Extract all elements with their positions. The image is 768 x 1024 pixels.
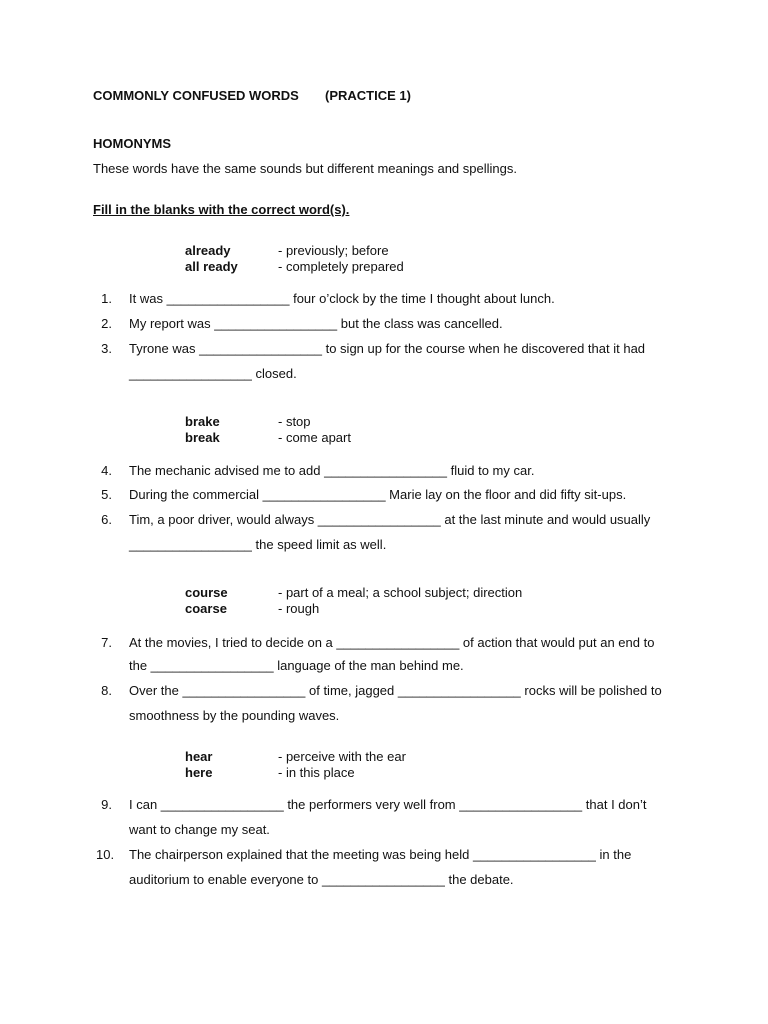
question-number: 3. — [101, 341, 112, 356]
question-text: I can _________________ the performers very well from _________________ that I don’t — [129, 797, 647, 812]
pair-definition: - stop — [278, 414, 311, 429]
pair-definition: - come apart — [278, 430, 351, 445]
practice-label: (PRACTICE 1) — [325, 88, 411, 103]
question-number: 7. — [101, 635, 112, 650]
question-number: 5. — [101, 487, 112, 502]
question-text: It was _________________ four o’clock by the time I thought about lunch. — [129, 291, 555, 306]
question-text: Over the _________________ of time, jagged _________________ rocks will be polished to — [129, 683, 662, 698]
instruction-text: Fill in the blanks with the correct word(s). — [93, 202, 350, 217]
question-number: 1. — [101, 291, 112, 306]
pair-term: break — [185, 430, 220, 445]
question-text-continued: smoothness by the pounding waves. — [129, 708, 340, 723]
pair-term: here — [185, 765, 213, 780]
question-text: The mechanic advised me to add _________________ fluid to my car. — [129, 463, 535, 478]
question-text: During the commercial _________________ Marie lay on the floor and did fifty sit-ups. — [129, 487, 627, 502]
question-text-continued: want to change my seat. — [129, 822, 270, 837]
pair-term: all ready — [185, 259, 238, 274]
question-text-continued: _________________ the speed limit as well. — [129, 537, 387, 552]
question-text: The chairperson explained that the meeting was being held _________________ in the — [129, 847, 632, 862]
question-number: 2. — [101, 316, 112, 331]
question-number: 6. — [101, 512, 112, 527]
pair-definition: - rough — [278, 601, 320, 616]
question-text: At the movies, I tried to decide on a _________________ of action that would put an end to — [129, 635, 655, 650]
pair-term: hear — [185, 749, 213, 764]
intro-text: These words have the same sounds but different meanings and spellings. — [93, 161, 517, 176]
pair-definition: - in this place — [278, 765, 355, 780]
question-text-continued: _________________ closed. — [129, 366, 297, 381]
section-heading: HOMONYMS — [93, 136, 171, 151]
question-number: 9. — [101, 797, 112, 812]
question-number: 10. — [96, 847, 115, 862]
pair-term: brake — [185, 414, 220, 429]
question-text-continued: auditorium to enable everyone to _________________ the debate. — [129, 872, 514, 887]
worksheet-title: COMMONLY CONFUSED WORDS — [93, 88, 299, 103]
question-text: My report was _________________ but the class was cancelled. — [129, 316, 503, 331]
question-text-continued: the _________________ language of the man behind me. — [129, 658, 464, 673]
pair-term: coarse — [185, 601, 227, 616]
question-number: 4. — [101, 463, 112, 478]
pair-definition: - previously; before — [278, 243, 389, 258]
pair-definition: - part of a meal; a school subject; direction — [278, 585, 523, 600]
question-text: Tim, a poor driver, would always _________________ at the last minute and would usually — [129, 512, 651, 527]
pair-term: course — [185, 585, 228, 600]
pair-definition: - perceive with the ear — [278, 749, 406, 764]
question-text: Tyrone was _________________ to sign up for the course when he discovered that it had — [129, 341, 646, 356]
question-number: 8. — [101, 683, 112, 698]
pair-definition: - completely prepared — [278, 259, 404, 274]
pair-term: already — [185, 243, 231, 258]
